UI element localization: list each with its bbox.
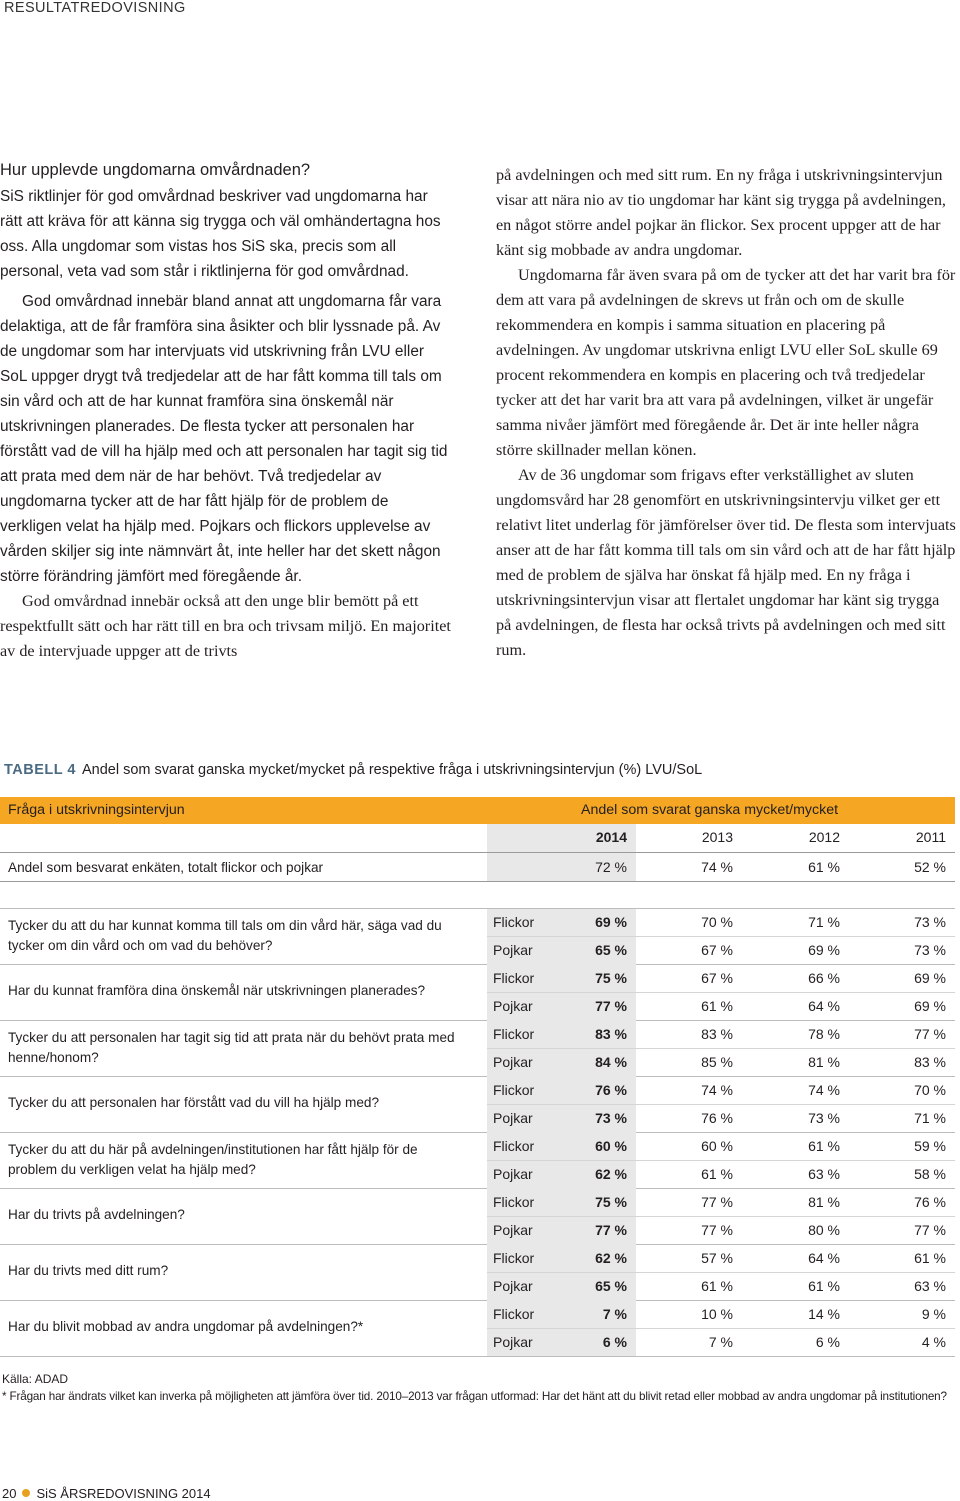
value-flickor: 76 % — [914, 1194, 946, 1210]
value-pojkar: 58 % — [914, 1166, 946, 1182]
gender-label-pojkar: Pojkar — [493, 1334, 533, 1350]
value-flickor: 75 % — [595, 970, 627, 986]
block-divider — [0, 964, 955, 965]
value-pojkar: 65 % — [595, 942, 627, 958]
total-value: 61 % — [808, 859, 840, 875]
row-divider — [487, 1160, 955, 1161]
page-number: 20 — [2, 1486, 17, 1501]
right-column — [496, 163, 958, 663]
gender-label-pojkar: Pojkar — [493, 1110, 533, 1126]
row-divider — [487, 1272, 955, 1273]
value-pojkar: 61 % — [701, 1278, 733, 1294]
block-divider — [0, 1188, 955, 1189]
value-flickor: 10 % — [701, 1306, 733, 1322]
value-flickor: 61 % — [808, 1138, 840, 1154]
value-flickor: 69 % — [595, 914, 627, 930]
value-flickor: 60 % — [595, 1138, 627, 1154]
total-value: 72 % — [595, 859, 627, 875]
value-pojkar: 77 % — [914, 1222, 946, 1238]
value-pojkar: 83 % — [914, 1054, 946, 1070]
table-caption — [4, 762, 702, 778]
table-label: TABELL 4 — [4, 762, 76, 778]
row-divider — [487, 1104, 955, 1105]
value-pojkar: 63 % — [808, 1166, 840, 1182]
gender-label-flickor: Flickor — [493, 1082, 535, 1098]
divider — [0, 852, 955, 853]
value-pojkar: 71 % — [914, 1110, 946, 1126]
value-flickor: 64 % — [808, 1250, 840, 1266]
row-divider — [487, 1048, 955, 1049]
gender-label-flickor: Flickor — [493, 970, 535, 986]
row-divider — [487, 936, 955, 937]
value-flickor: 77 % — [914, 1026, 946, 1042]
value-pojkar: 69 % — [914, 998, 946, 1014]
value-flickor: 77 % — [701, 1194, 733, 1210]
row-divider — [487, 1328, 955, 1329]
page-footer — [2, 1486, 211, 1501]
divider — [0, 881, 955, 882]
value-pojkar: 61 % — [701, 998, 733, 1014]
value-flickor: 66 % — [808, 970, 840, 986]
value-pojkar: 62 % — [595, 1166, 627, 1182]
year-header: 2011 — [915, 829, 946, 845]
value-pojkar: 4 % — [921, 1334, 946, 1350]
value-pojkar: 85 % — [701, 1054, 733, 1070]
gender-label-flickor: Flickor — [493, 1250, 535, 1266]
value-flickor: 67 % — [701, 970, 733, 986]
value-flickor: 73 % — [914, 914, 946, 930]
table-title: Andel som svarat ganska mycket/mycket på respektive fråga i utskrivningsintervjun (%) LVU/SoL — [81, 762, 703, 778]
left-column — [0, 158, 452, 664]
value-pojkar: 65 % — [595, 1278, 627, 1294]
value-pojkar: 64 % — [808, 998, 840, 1014]
gender-label-flickor: Flickor — [493, 1026, 535, 1042]
value-flickor: 74 % — [808, 1082, 840, 1098]
value-flickor: 9 % — [921, 1306, 946, 1322]
value-pojkar: 6 % — [815, 1334, 840, 1350]
row-divider — [487, 1216, 955, 1217]
value-flickor: 7 % — [602, 1306, 627, 1322]
gender-label-flickor: Flickor — [493, 914, 535, 930]
value-flickor: 69 % — [914, 970, 946, 986]
gender-label-pojkar: Pojkar — [493, 1166, 533, 1182]
value-pojkar: 80 % — [808, 1222, 840, 1238]
header-question: Fråga i utskrivningsintervjun — [8, 802, 185, 818]
value-pojkar: 63 % — [914, 1278, 946, 1294]
value-flickor: 75 % — [595, 1194, 627, 1210]
value-flickor: 83 % — [701, 1026, 733, 1042]
value-pojkar: 73 % — [808, 1110, 840, 1126]
table-source: Källa: ADAD — [2, 1372, 69, 1386]
value-pojkar: 76 % — [701, 1110, 733, 1126]
value-flickor: 70 % — [701, 914, 733, 930]
gender-label-pojkar: Pojkar — [493, 1222, 533, 1238]
value-flickor: 70 % — [914, 1082, 946, 1098]
paragraph-rekommendation: Ungdomarna får även svara på om de tycker att det har varit bra för dem att vara på avdelningen de skrevs ut från och om de skulle rekommendera en kompis i samma situation en placering på avdelningen. Av ungdomar utskrivna enligt LVU eller SoL skulle 69 procent rekommendera en kompis en placering och två tredjedelar tycker att det har varit bra att vara på avdelningen, vilket är ungefär samma nivåer jämfört med föregående år. Det är inte heller några större skillnader mellan könen. — [496, 266, 956, 459]
paragraph-trygghet: på avdelningen och med sitt rum. En ny fråga i utskrivningsintervjun visar att nära nio av tio ungdomar har känt sig trygga på avdelningen, en något större andel pojkar än flickor. Sex procent uppger att de har känt sig mobbade av andra ungdomar. — [496, 166, 946, 259]
block-divider — [0, 1076, 955, 1077]
total-value: 74 % — [701, 859, 733, 875]
value-flickor: 14 % — [808, 1306, 840, 1322]
block-divider — [0, 1244, 955, 1245]
year-header: 2014 — [595, 829, 627, 845]
paragraph-bemotande: God omvårdnad innebär också att den unge blir bemött på ett respektfullt sätt och har rätt till en bra och trivsam miljö. En majoritet av de intervjuade uppger att de trivts — [0, 592, 451, 660]
value-pojkar: 77 % — [595, 1222, 627, 1238]
block-divider — [0, 1132, 955, 1133]
block-divider — [0, 1300, 955, 1301]
gender-label-flickor: Flickor — [493, 1194, 535, 1210]
value-flickor: 83 % — [595, 1026, 627, 1042]
value-flickor: 59 % — [914, 1138, 946, 1154]
value-flickor: 61 % — [914, 1250, 946, 1266]
divider — [0, 908, 955, 909]
header-group: Andel som svarat ganska mycket/mycket — [581, 802, 839, 818]
table-header-bar — [0, 797, 955, 824]
value-pojkar: 73 % — [595, 1110, 627, 1126]
question-text: Tycker du att du här på avdelningen/institutionen har fått hjälp för de problem du verkligen velat ha hjälp med? — [8, 1142, 418, 1177]
value-pojkar: 67 % — [701, 942, 733, 958]
value-pojkar: 61 % — [701, 1166, 733, 1182]
value-pojkar: 73 % — [914, 942, 946, 958]
row-divider — [487, 992, 955, 993]
total-label: Andel som besvarat enkäten, totalt flickor och pojkar — [8, 860, 324, 875]
table-footnote: * Frågan har ändrats vilket kan inverka på möjligheten att jämföra över tid. 2010–2013 var frågan utformad: Har det hänt att du blivit retad eller mobbad av andra ungdomar på institutionen? — [2, 1390, 947, 1403]
value-pojkar: 84 % — [595, 1054, 627, 1070]
gender-label-pojkar: Pojkar — [493, 1054, 533, 1070]
value-pojkar: 81 % — [808, 1054, 840, 1070]
value-pojkar: 7 % — [708, 1334, 733, 1350]
value-flickor: 71 % — [808, 914, 840, 930]
value-flickor: 74 % — [701, 1082, 733, 1098]
bullet-icon — [22, 1489, 30, 1497]
value-flickor: 78 % — [808, 1026, 840, 1042]
question-text: Har du trivts med ditt rum? — [8, 1263, 169, 1278]
paragraph-sluten-vard: Av de 36 ungdomar som frigavs efter verkställighet av sluten ungdomsvård har 28 genomfört en utskrivningsintervju vilket ger ett relativt litet underlag för jämförelser över tid. De flesta som intervjuats anser att de har fått komma till tals om sin vård och att de har fått hjälp med de problem de själva har önskat få hjälp med. En ny fråga i utskrivningsintervjun visar att flertalet ungdomar har känt sig trygga på avdelningen, de flesta har också trivts på avdelningen och med sitt rum. — [496, 466, 956, 659]
question-text: Tycker du att personalen har förstått vad du vill ha hjälp med? — [8, 1095, 380, 1110]
value-flickor: 60 % — [701, 1138, 733, 1154]
question-text: Tycker du att personalen har tagit sig tid att prata när du behövt prata med henne/honom? — [8, 1030, 455, 1065]
gender-label-pojkar: Pojkar — [493, 998, 533, 1014]
section-heading: Hur upplevde ungdomarna omvårdnaden? — [0, 161, 311, 179]
value-flickor: 57 % — [701, 1250, 733, 1266]
question-text: Har du trivts på avdelningen? — [8, 1207, 185, 1222]
block-divider — [0, 1356, 955, 1357]
gender-label-pojkar: Pojkar — [493, 1278, 533, 1294]
paragraph-delaktighet: God omvårdnad innebär bland annat att ungdomarna får vara delaktiga, att de får framföra sina åsikter och blir lyssnade på. Av de ungdomar som har intervjuats vid utskrivning från LVU eller SoL uppger drygt två tredjedelar att de har fått komma till tals om sin vård och att de har kunnat framföra sina önskemål när utskrivningen planerades. De flesta tycker att personalen har förstått vad de vill ha hjälp med och att personalen har tagit sig tid att prata med dem när de har behövt. Två tredjedelar av ungdomarna tycker att de har fått hjälp för de problem de verkligen velat ha hjälp med. Pojkars och flickors upplevelse av vården skiljer sig inte nämnvärt åt, inte heller har det skett någon större förändring jämfört med föregående år. — [0, 293, 448, 585]
year-header: 2012 — [808, 829, 840, 845]
block-divider — [0, 1020, 955, 1021]
value-pojkar: 77 % — [701, 1222, 733, 1238]
running-header: RESULTATREDOVISNING — [4, 0, 186, 16]
value-flickor: 76 % — [595, 1082, 627, 1098]
question-text: Tycker du att du har kunnat komma till tals om din vård här, säga vad du tycker om din vård och om vad du behöver? — [8, 918, 442, 953]
question-text: Har du blivit mobbad av andra ungdomar på avdelningen?* — [8, 1319, 364, 1334]
total-value: 52 % — [914, 859, 946, 875]
question-text: Har du kunnat framföra dina önskemål när utskrivningen planerades? — [8, 983, 426, 998]
value-pojkar: 6 % — [602, 1334, 627, 1350]
value-pojkar: 61 % — [808, 1278, 840, 1294]
value-flickor: 81 % — [808, 1194, 840, 1210]
footer-title: SiS ÅRSREDOVISNING 2014 — [36, 1486, 211, 1501]
value-pojkar: 77 % — [595, 998, 627, 1014]
year-header: 2013 — [701, 829, 733, 845]
paragraph-intro: SiS riktlinjer för god omvårdnad beskriver vad ungdomarna har rätt att kräva för att känna sig trygga och väl omhändertagna hos oss. Alla ungdomar som vistas hos SiS ska, precis som all personal, veta vad som står i riktlinjerna för god omvårdnad. — [0, 188, 441, 280]
value-pojkar: 69 % — [808, 942, 840, 958]
gender-label-flickor: Flickor — [493, 1306, 535, 1322]
value-flickor: 62 % — [595, 1250, 627, 1266]
gender-label-flickor: Flickor — [493, 1138, 535, 1154]
gender-label-pojkar: Pojkar — [493, 942, 533, 958]
